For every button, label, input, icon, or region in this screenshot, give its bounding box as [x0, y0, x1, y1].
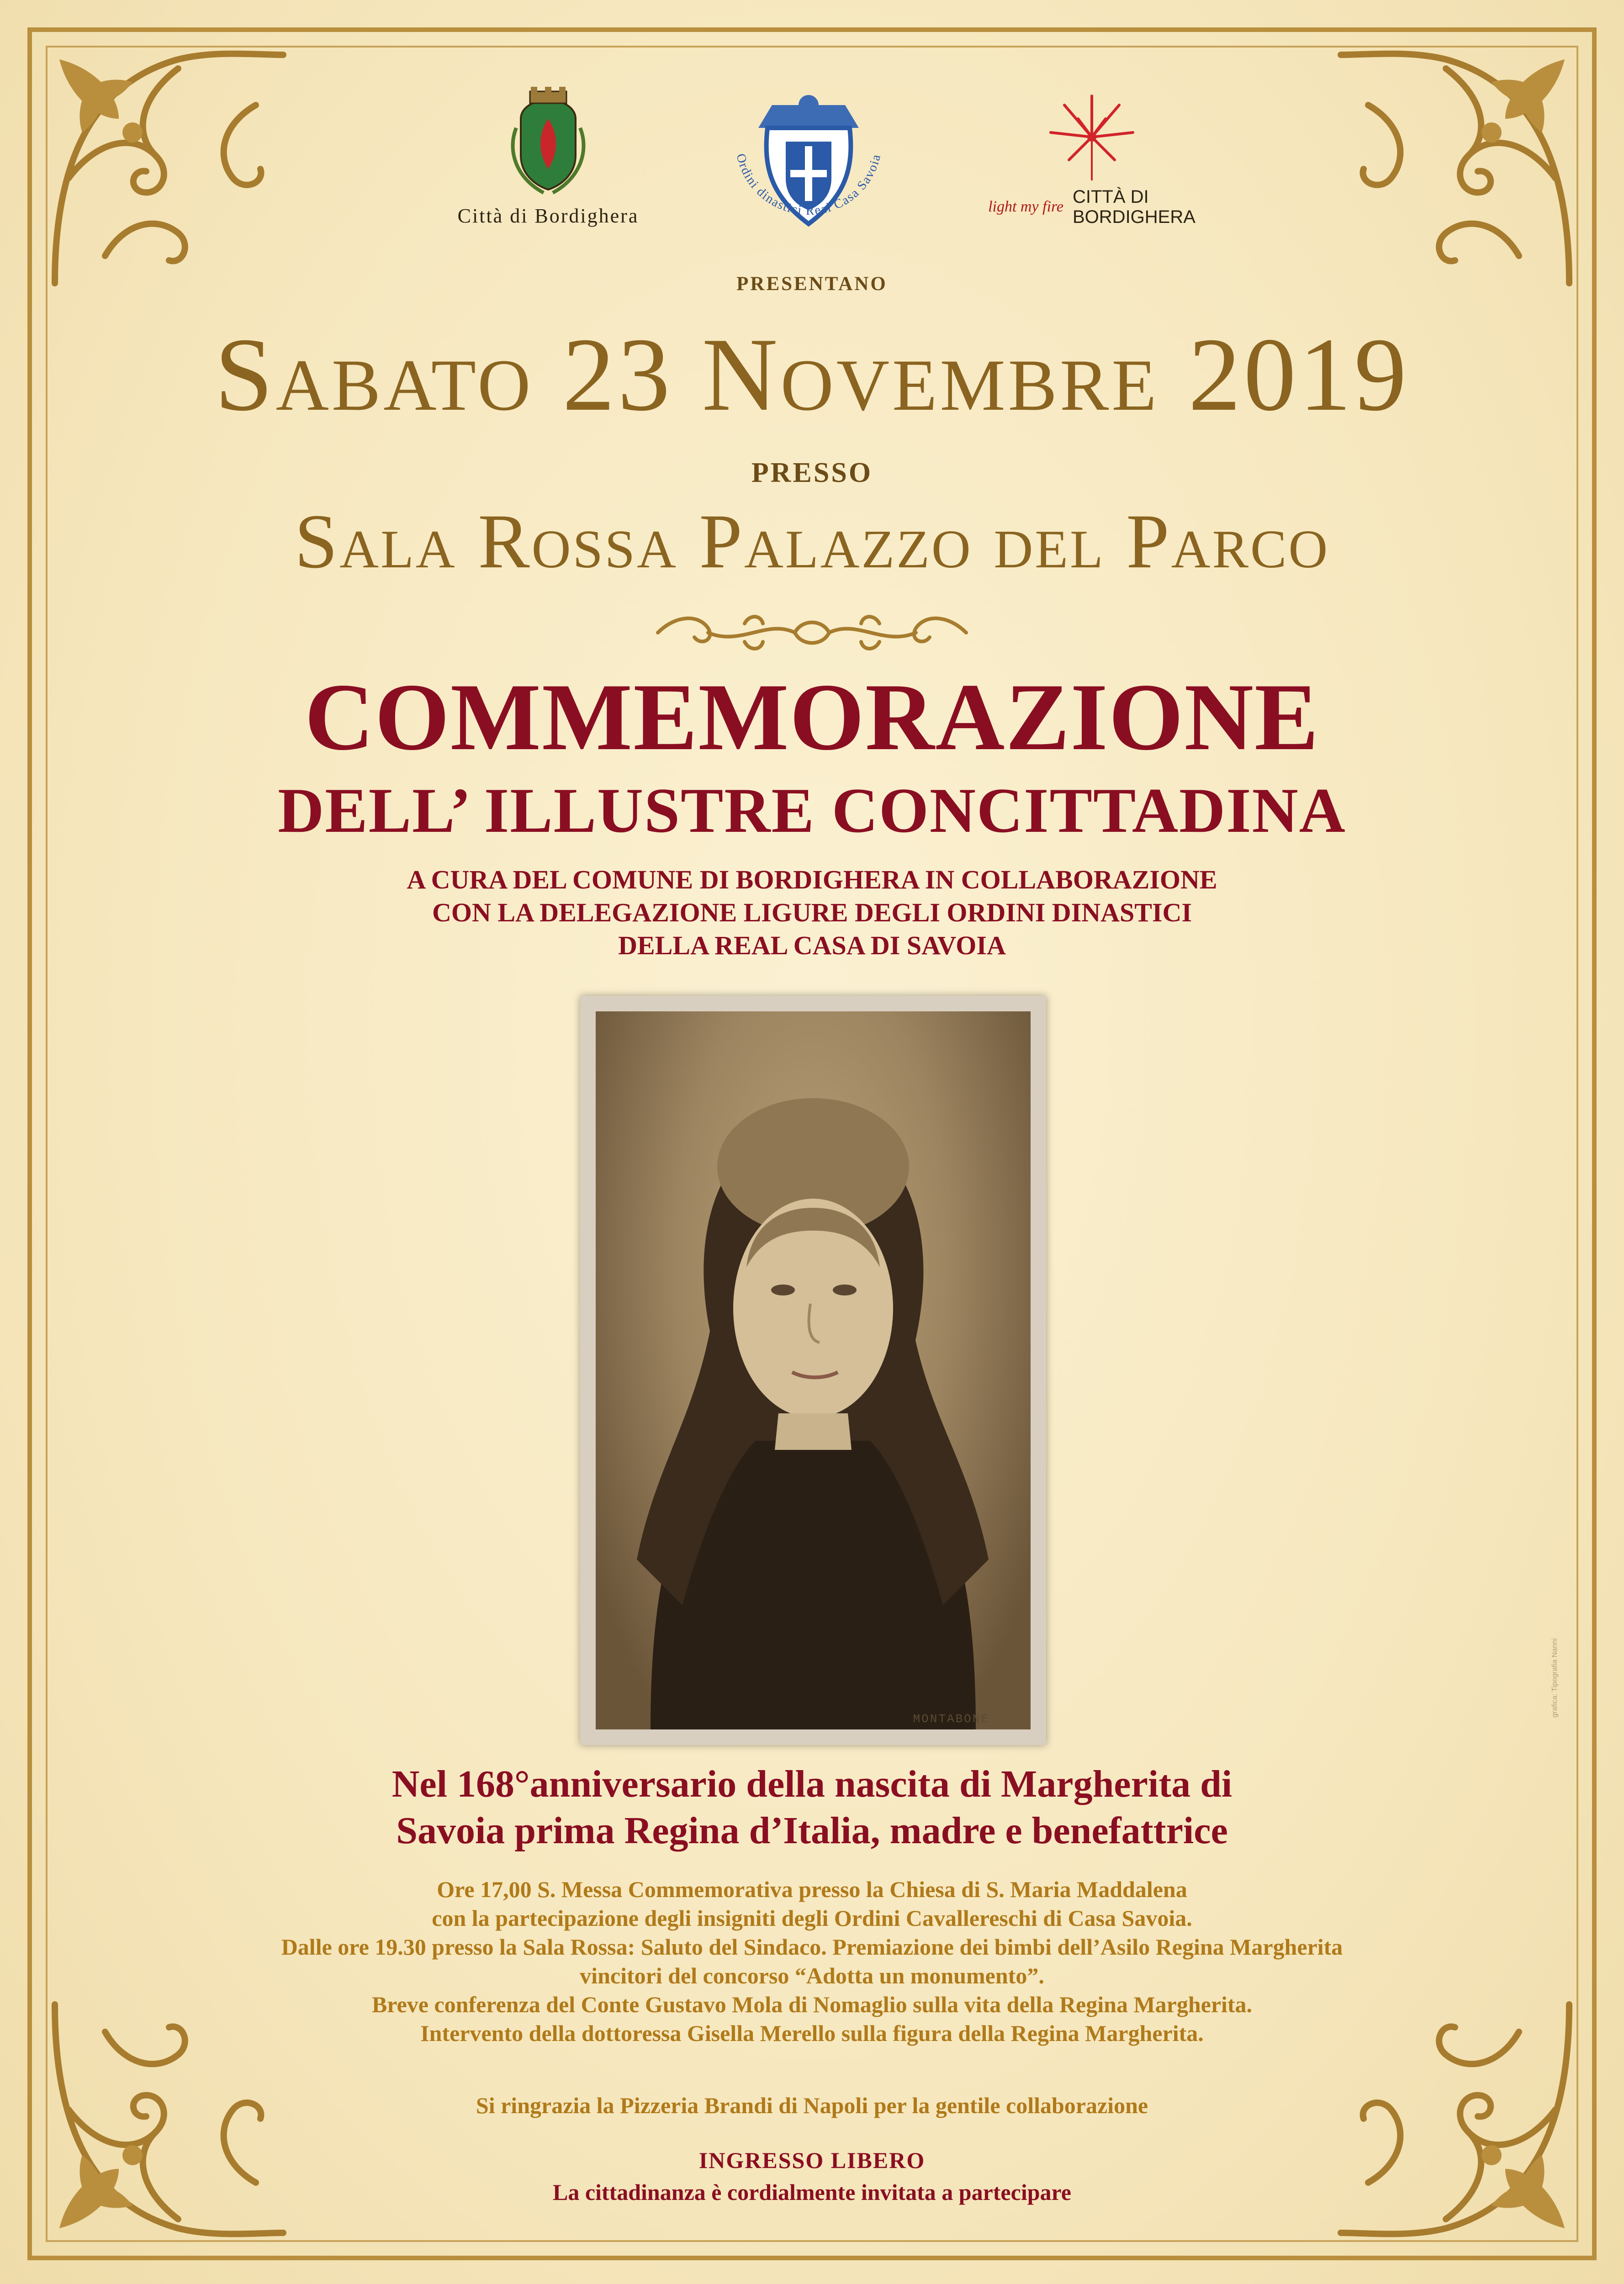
light-my-fire-script: light my fire: [988, 198, 1063, 215]
event-venue: Sala Rossa Palazzo del Parco: [294, 498, 1330, 584]
savoy-crest-icon: [708, 87, 909, 256]
organizers-line: A CURA DEL COMUNE DI BORDIGHERA IN COLLABORAZIONE: [407, 865, 1217, 894]
coat-of-arms-icon: [503, 87, 594, 196]
photographer-label: MONTABONE: [913, 1712, 989, 1726]
program-line: vincitori del concorso “Adotta un monumento”.: [580, 1963, 1044, 1988]
program-line: Breve conferenza del Conte Gustavo Mola di Nomaglio sulla vita della Regina Margherita.: [371, 1992, 1253, 2017]
light-caption-bottom: BORDIGHERA: [1073, 207, 1196, 227]
thanks-text: Si ringrazia la Pizzeria Brandi di Napoli per la gentile collaborazione: [476, 2093, 1148, 2118]
program-line: Intervento della dottoressa Gisella Merello sulla figura della Regina Margherita.: [420, 2020, 1204, 2046]
organizers-line: DELLA REAL CASA DI SAVOIA: [618, 931, 1006, 960]
program-line: con la partecipazione degli insigniti degli Ordini Cavallereschi di Casa Savoia.: [432, 1905, 1192, 1931]
program-line: Dalle ore 19.30 presso la Sala Rossa: Saluto del Sindaco. Premiazione dei bimbi dell’Asilo Regina Margherita: [281, 1934, 1343, 1960]
firework-icon: [1046, 91, 1137, 183]
program-text: [0, 1875, 1624, 2048]
free-entry-label: INGRESSO LIBERO: [698, 2147, 926, 2173]
anniversary-line: Nel 168°anniversario della nascita di Margherita di: [391, 1763, 1233, 1805]
light-caption-top: CITTÀ DI: [1073, 187, 1149, 207]
city-caption: Città di Bordighera: [457, 205, 639, 227]
logo-light-my-fire: [987, 91, 1197, 227]
organizers-line: CON LA DELEGAZIONE LIGURE DEGLI ORDINI DINASTICI: [432, 898, 1192, 927]
logo-ordini-dinastici: [704, 87, 914, 258]
sub-title: DELL’ ILLUSTRE CONCITTADINA: [278, 775, 1346, 846]
corner-ornament-top-left: [41, 41, 297, 297]
graphics-credit: grafica: Tipografia Nanni: [1551, 1638, 1559, 1718]
presso-label: PRESSO: [751, 457, 873, 488]
portrait-photo: [596, 1011, 1031, 1729]
main-title: COMMEMORAZIONE: [304, 664, 1320, 770]
flourish-divider: [649, 610, 975, 656]
presentano-label: presentano: [736, 265, 888, 296]
anniversary-text: [0, 1761, 1624, 1854]
portrait-card: [580, 996, 1046, 1745]
program-line: Ore 17,00 S. Messa Commemorativa presso la Chiesa di S. Maria Maddalena: [437, 1877, 1187, 1902]
event-date: Sabato 23 Novembre 2019: [214, 316, 1410, 433]
corner-ornament-top-right: [1327, 41, 1583, 297]
organizers-text: [0, 863, 1624, 962]
portrait-illustration: [596, 1011, 1031, 1729]
anniversary-line: Savoia prima Regina d’Italia, madre e benefattrice: [396, 1809, 1228, 1852]
logo-citta-bordighera: [402, 87, 694, 227]
order-caption: Ordini dinastici Real Casa Savoia: [733, 152, 884, 218]
invitation-text: La cittadinanza è cordialmente invitata a partecipare: [552, 2179, 1071, 2205]
